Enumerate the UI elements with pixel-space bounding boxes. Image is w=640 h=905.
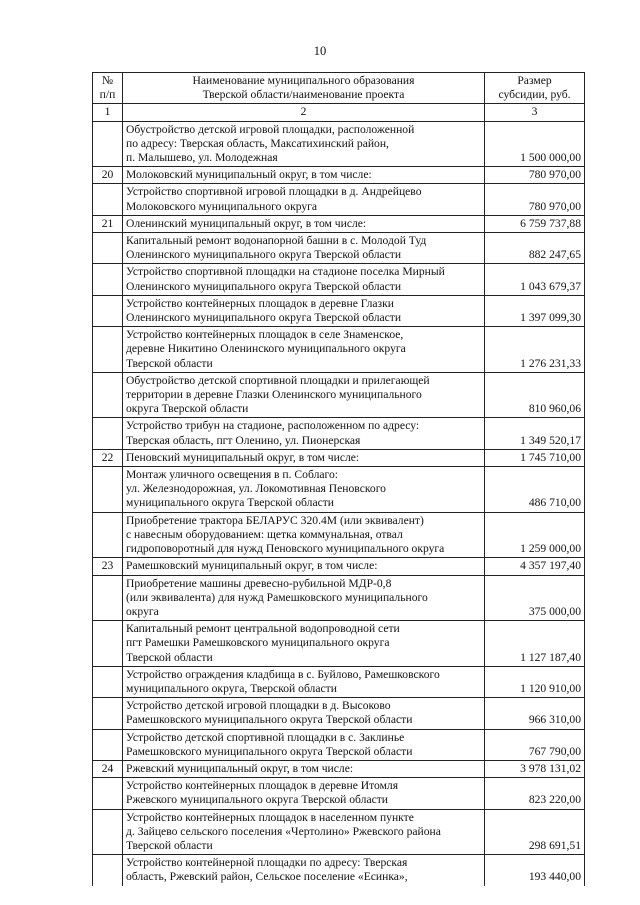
table-row <box>93 167 585 184</box>
table-row <box>93 295 585 326</box>
header-num-line: п/п <box>99 88 116 102</box>
table-row <box>93 558 585 575</box>
project-name-line: ул. Железнодорожная, ул. Локомотивная Пеновского <box>126 482 386 496</box>
subsidy-amount: 6 759 737,88 <box>485 215 585 232</box>
project-name-line: пгт Рамешки Рамешковского муниципального округа <box>126 636 390 650</box>
table-row <box>93 121 585 167</box>
project-name <box>123 167 485 184</box>
project-name-line: п. Малышево, ул. Молодежная <box>126 151 278 165</box>
project-name-line: с навесным оборудованием: щетка коммунальная, отвал <box>126 527 403 541</box>
project-name <box>123 666 485 697</box>
subsidy-amount: 1 397 099,30 <box>485 295 585 326</box>
project-name <box>123 760 485 777</box>
project-name-line: Обустройство детской спортивной площадки и прилегающей <box>126 373 430 387</box>
project-name-line: по адресу: Тверская область, Максатихинский район, <box>126 136 389 150</box>
table-row <box>93 327 585 373</box>
subsidy-amount: 966 310,00 <box>485 698 585 729</box>
row-number: 23 <box>93 558 123 575</box>
project-name-line: Устройство контейнерной площадки по адресу: Тверская <box>126 856 408 870</box>
table-row <box>93 760 585 777</box>
header-amount-line: субсидии, руб. <box>498 88 571 102</box>
project-name-line: муниципального округа Тверской области <box>126 496 335 510</box>
project-name-line: Устройство ограждения кладбища в с. Буйлово, Рамешковского <box>126 667 440 681</box>
project-name-line: Приобретение машины древесно-рубильной МДР-0,8 <box>126 576 392 590</box>
project-name-line: Тверская область, пгт Оленино, ул. Пионерская <box>126 433 361 447</box>
project-name <box>123 327 485 373</box>
row-number <box>93 575 123 621</box>
subsidy-amount: 1 043 679,37 <box>485 264 585 295</box>
row-number <box>93 121 123 167</box>
subsidy-amount: 1 127 187,40 <box>485 621 585 667</box>
column-index-row <box>93 104 585 121</box>
table-row <box>93 778 585 809</box>
subsidy-amount: 3 978 131,02 <box>485 760 585 777</box>
subsidy-amount: 823 220,00 <box>485 778 585 809</box>
project-name-line: д. Зайцево сельского поселения «Чертолино» Ржевского района <box>126 824 441 838</box>
project-name-line: Рамешковский муниципальный округ, в том числе: <box>126 559 378 573</box>
project-name-line: Капитальный ремонт центральной водопроводной сети <box>126 622 400 636</box>
table-row <box>93 809 585 855</box>
row-number <box>93 418 123 449</box>
project-name-line: Устройство спортивной игровой площадки в д. Андрейцево <box>126 185 422 199</box>
row-number <box>93 295 123 326</box>
subsidy-amount: 1 745 710,00 <box>485 449 585 466</box>
row-number: 20 <box>93 167 123 184</box>
subsidy-amount: 882 247,65 <box>485 233 585 264</box>
table-row <box>93 372 585 418</box>
project-name-line: Молоковского муниципального округа <box>126 199 318 213</box>
project-name-line: Монтаж уличного освещения в п. Соблаго: <box>126 468 338 482</box>
project-name <box>123 575 485 621</box>
project-name <box>123 233 485 264</box>
table-row <box>93 233 585 264</box>
project-name-line: Капитальный ремонт водонапорной башни в с. Молодой Туд <box>126 234 427 248</box>
table-row <box>93 184 585 215</box>
subsidy-amount: 193 440,00 <box>485 855 585 886</box>
project-name <box>123 729 485 760</box>
project-name-line: деревне Никитино Оленинского муниципального округа <box>126 342 406 356</box>
subsidy-amount: 1 500 000,00 <box>485 121 585 167</box>
project-name-line: Оленинского муниципального округа Тверской области <box>126 248 402 262</box>
project-name-line: Приобретение трактора БЕЛАРУС 320.4М (или эквивалент) <box>126 513 424 527</box>
row-number <box>93 778 123 809</box>
row-number <box>93 621 123 667</box>
project-name <box>123 558 485 575</box>
project-name-line: Устройство детской игровой площадки в д. Высоково <box>126 699 391 713</box>
project-name-line: Тверской области <box>126 838 213 852</box>
column-index: 2 <box>123 104 485 121</box>
project-name-line: Устройство спортивной площадки на стадионе поселка Мирный <box>126 265 445 279</box>
project-name <box>123 295 485 326</box>
project-name-line: (или эквивалента) для нужд Рамешковского муниципального <box>126 590 428 604</box>
subsidy-amount: 486 710,00 <box>485 467 585 513</box>
row-number <box>93 809 123 855</box>
project-name-line: Пеновский муниципальный округ, в том числе: <box>126 450 360 464</box>
project-name-line: Тверской области <box>126 650 213 664</box>
project-name-line: муниципального округа, Тверской области <box>126 681 337 695</box>
project-name-line: Молоковский муниципальный округ, в том числе: <box>126 168 372 182</box>
subsidy-amount: 810 960,06 <box>485 372 585 418</box>
row-number <box>93 233 123 264</box>
table-row <box>93 621 585 667</box>
subsidy-amount: 780 970,00 <box>485 184 585 215</box>
project-name-line: область, Ржевский район, Сельское поселение «Есинка», <box>126 870 408 884</box>
column-index: 3 <box>485 104 585 121</box>
project-name <box>123 467 485 513</box>
project-name <box>123 372 485 418</box>
table-row <box>93 729 585 760</box>
subsidy-amount: 4 357 197,40 <box>485 558 585 575</box>
header-amount <box>485 73 585 104</box>
header-num-line: № <box>101 74 114 87</box>
project-name-line: округа Тверской области <box>126 402 249 416</box>
row-number <box>93 467 123 513</box>
project-name <box>123 512 485 558</box>
page-number: 10 <box>313 44 327 58</box>
row-number <box>93 729 123 760</box>
table-row <box>93 418 585 449</box>
row-number <box>93 698 123 729</box>
subsidy-amount: 767 790,00 <box>485 729 585 760</box>
table-row <box>93 449 585 466</box>
row-number <box>93 855 123 886</box>
project-name <box>123 264 485 295</box>
row-number <box>93 184 123 215</box>
project-name-line: Устройство контейнерных площадок в селе Знаменское, <box>126 328 404 342</box>
subsidy-amount: 780 970,00 <box>485 167 585 184</box>
header-num <box>93 73 123 104</box>
subsidy-amount: 298 691,51 <box>485 809 585 855</box>
table-row <box>93 575 585 621</box>
row-number: 22 <box>93 449 123 466</box>
row-number <box>93 666 123 697</box>
project-name-line: гидроповоротный для нужд Пеновского муниципального округа <box>126 542 445 556</box>
project-name-line: Обустройство детской игровой площадки, расположенной <box>126 122 415 136</box>
project-name-line: Устройство контейнерных площадок в населенном пункте <box>126 810 414 824</box>
column-index: 1 <box>93 104 123 121</box>
subsidy-amount: 1 276 231,33 <box>485 327 585 373</box>
subsidy-amount: 1 259 000,00 <box>485 512 585 558</box>
table-row <box>93 467 585 513</box>
row-number <box>93 512 123 558</box>
project-name-line: Оленинского муниципального округа Тверской области <box>126 311 402 325</box>
project-name <box>123 778 485 809</box>
project-name-line: Рамешковского муниципального округа Тверской области <box>126 744 413 758</box>
row-number <box>93 264 123 295</box>
project-name-line: округа <box>126 604 159 618</box>
row-number: 24 <box>93 760 123 777</box>
header-amount-line: Размер <box>517 74 552 87</box>
project-name <box>123 121 485 167</box>
table-row <box>93 264 585 295</box>
subsidy-table <box>92 72 585 886</box>
row-number <box>93 372 123 418</box>
project-name <box>123 621 485 667</box>
project-name-line: Ржевский муниципальный округ, в том числе: <box>126 761 354 775</box>
header-name-line: Наименование муниципального образования <box>192 74 415 87</box>
project-name-line: Ржевского муниципального округа Тверской области <box>126 793 389 807</box>
table-row <box>93 855 585 886</box>
project-name <box>123 418 485 449</box>
project-name-line: Устройство контейнерных площадок в деревне Глазки <box>126 296 394 310</box>
project-name <box>123 698 485 729</box>
header-name <box>123 73 485 104</box>
project-name <box>123 184 485 215</box>
row-number: 21 <box>93 215 123 232</box>
table-row <box>93 215 585 232</box>
table-row <box>93 512 585 558</box>
header-row <box>93 73 585 104</box>
table-row <box>93 666 585 697</box>
header-name-line: Тверской области/наименование проекта <box>202 88 405 102</box>
project-name <box>123 809 485 855</box>
subsidy-amount: 1 120 910,00 <box>485 666 585 697</box>
row-number <box>93 327 123 373</box>
subsidy-amount: 375 000,00 <box>485 575 585 621</box>
subsidy-amount: 1 349 520,17 <box>485 418 585 449</box>
project-name-line: Устройство контейнерных площадок в деревне Итомля <box>126 779 399 793</box>
project-name <box>123 215 485 232</box>
table-row <box>93 698 585 729</box>
project-name-line: Тверской области <box>126 356 213 370</box>
project-name <box>123 449 485 466</box>
project-name-line: Оленинского муниципального округа Тверской области <box>126 279 402 293</box>
project-name-line: Устройство трибун на стадионе, расположенном по адресу: <box>126 419 420 433</box>
project-name-line: Рамешковского муниципального округа Тверской области <box>126 713 413 727</box>
project-name-line: Оленинский муниципальный округ, в том числе: <box>126 216 367 230</box>
project-name <box>123 855 485 886</box>
project-name-line: Устройство детской спортивной площадки в с. Заклинье <box>126 730 405 744</box>
project-name-line: территории в деревне Глазки Оленинского муниципального <box>126 388 422 402</box>
